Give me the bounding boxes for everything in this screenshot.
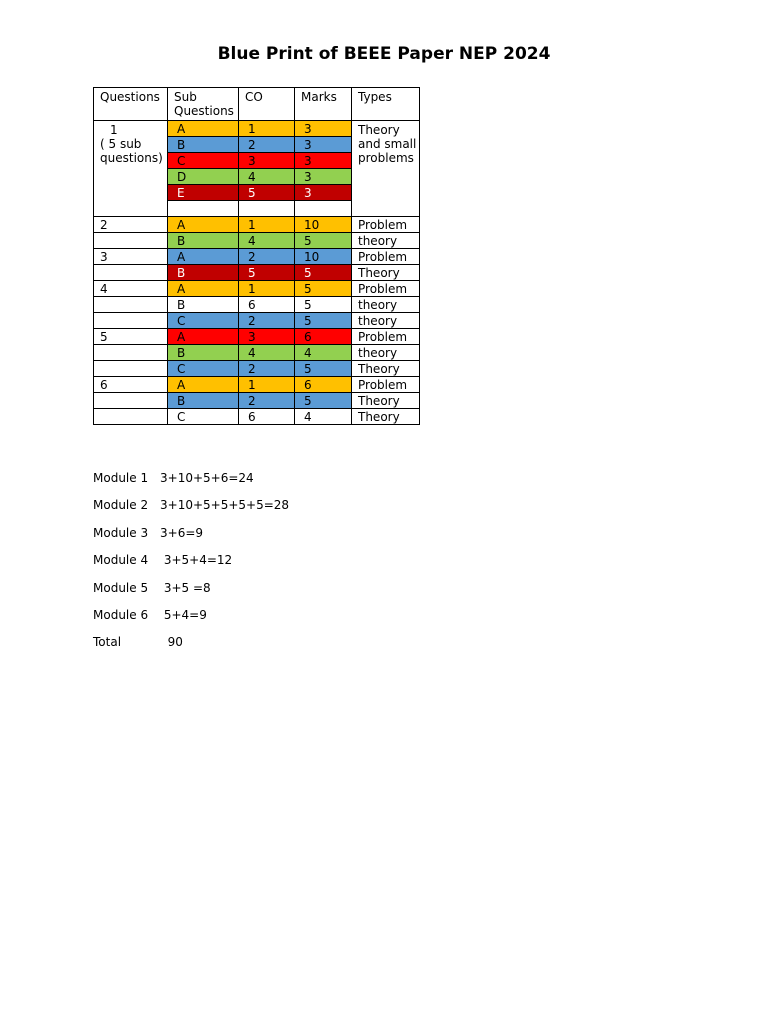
summary-row	[93, 581, 289, 608]
type-cell: Theory	[352, 265, 420, 281]
summary-label: Total	[93, 635, 122, 650]
marks-cell: 3	[295, 153, 352, 169]
co-cell: 3	[239, 329, 295, 345]
marks-cell: 3	[295, 121, 352, 137]
summary-value: 3+10+5+6=24	[160, 471, 254, 485]
co-cell: 4	[239, 345, 295, 361]
co-cell: 3	[239, 153, 295, 169]
co-cell: 1	[239, 377, 295, 393]
summary-label: Module 4	[93, 553, 149, 568]
table-body	[94, 121, 420, 425]
question-number: 1	[110, 123, 118, 137]
header-questions: Questions	[94, 88, 168, 121]
type-cell: Problem	[352, 217, 420, 233]
sub-question-cell: D	[168, 169, 239, 185]
summary-value: 90	[160, 635, 183, 650]
marks-cell: 6	[295, 377, 352, 393]
summary-label: Module 5	[93, 580, 149, 595]
sub-question-cell: C	[168, 409, 239, 425]
marks-cell: 10	[295, 217, 352, 233]
table-row	[94, 345, 420, 361]
type-cell: theory	[352, 297, 420, 313]
header-sub-questions: Sub Questions	[168, 88, 239, 121]
type-cell: Theory	[352, 361, 420, 377]
header-types: Types	[352, 88, 420, 121]
marks-cell: 5	[295, 233, 352, 249]
table-row	[94, 409, 420, 425]
type-cell: Problem	[352, 377, 420, 393]
summary-row	[93, 471, 289, 498]
types-cell: Theory and small problems	[352, 121, 420, 217]
co-cell: 5	[239, 265, 295, 281]
table-row	[94, 361, 420, 377]
sub-question-cell: E	[168, 185, 239, 201]
empty-cell	[239, 201, 295, 217]
question-number-cell: 5	[94, 329, 168, 345]
table-row	[94, 249, 420, 265]
type-cell: theory	[352, 233, 420, 249]
sub-question-cell: B	[168, 265, 239, 281]
marks-cell: 5	[295, 393, 352, 409]
co-cell: 2	[239, 313, 295, 329]
sub-question-cell: A	[168, 121, 239, 137]
question-1-cell	[94, 121, 168, 217]
question-number-cell: 4	[94, 281, 168, 297]
type-cell: Problem	[352, 329, 420, 345]
table-row	[94, 313, 420, 329]
summary-row	[93, 526, 289, 553]
sub-question-cell: B	[168, 345, 239, 361]
question-number-cell	[94, 345, 168, 361]
sub-question-cell: B	[168, 297, 239, 313]
sub-question-cell: C	[168, 153, 239, 169]
empty-cell	[168, 201, 239, 217]
summary-label: Module 3	[93, 525, 149, 540]
sub-question-cell: A	[168, 217, 239, 233]
sub-question-cell: B	[168, 233, 239, 249]
question-number-cell	[94, 233, 168, 249]
co-cell: 4	[239, 169, 295, 185]
co-cell: 1	[239, 121, 295, 137]
summary-value: 3+5+4=12	[160, 553, 233, 568]
co-cell: 1	[239, 281, 295, 297]
co-cell: 6	[239, 297, 295, 313]
co-cell: 2	[239, 249, 295, 265]
summary-value: 3+10+5+5+5+5=28	[160, 498, 290, 513]
module-summary	[93, 471, 289, 663]
co-cell: 1	[239, 217, 295, 233]
question-number-cell	[94, 265, 168, 281]
page-title: Blue Print of BEEE Paper NEP 2024	[217, 44, 551, 64]
header-co: CO	[239, 88, 295, 121]
table-row	[94, 233, 420, 249]
type-cell: theory	[352, 345, 420, 361]
table-row	[94, 377, 420, 393]
question-number-cell: 3	[94, 249, 168, 265]
type-cell: Problem	[352, 281, 420, 297]
summary-value: 3+5 =8	[160, 580, 211, 595]
marks-cell: 4	[295, 345, 352, 361]
summary-value: 3+6=9	[160, 525, 204, 540]
marks-cell: 4	[295, 409, 352, 425]
co-cell: 4	[239, 233, 295, 249]
question-number-cell	[94, 393, 168, 409]
co-cell: 2	[239, 393, 295, 409]
question-number-cell: 6	[94, 377, 168, 393]
question-number-cell	[94, 361, 168, 377]
marks-cell: 5	[295, 297, 352, 313]
type-cell: Problem	[352, 249, 420, 265]
table-row	[94, 217, 420, 233]
blueprint-table	[93, 87, 420, 425]
question-note: ( 5 sub questions)	[100, 137, 163, 165]
marks-cell: 5	[295, 361, 352, 377]
co-cell: 6	[239, 409, 295, 425]
table-row	[94, 121, 420, 137]
question-number-cell: 2	[94, 217, 168, 233]
sub-question-cell: C	[168, 313, 239, 329]
sub-question-cell: B	[168, 393, 239, 409]
marks-cell: 5	[295, 313, 352, 329]
table-row	[94, 281, 420, 297]
empty-cell	[295, 201, 352, 217]
summary-label: Module 2	[93, 498, 149, 513]
co-cell: 2	[239, 137, 295, 153]
table-row	[94, 329, 420, 345]
summary-label: Module 1	[93, 471, 149, 485]
summary-row	[93, 553, 289, 580]
type-cell: Theory	[352, 393, 420, 409]
table-row	[94, 265, 420, 281]
marks-cell: 10	[295, 249, 352, 265]
question-number-cell	[94, 409, 168, 425]
marks-cell: 3	[295, 137, 352, 153]
question-number-cell	[94, 297, 168, 313]
sub-question-cell: A	[168, 377, 239, 393]
summary-row	[93, 608, 289, 635]
marks-cell: 6	[295, 329, 352, 345]
co-cell: 2	[239, 361, 295, 377]
sub-question-cell: C	[168, 361, 239, 377]
marks-cell: 5	[295, 265, 352, 281]
marks-cell: 5	[295, 281, 352, 297]
marks-cell: 3	[295, 185, 352, 201]
table-header-row	[94, 88, 420, 121]
co-cell: 5	[239, 185, 295, 201]
sub-question-cell: A	[168, 249, 239, 265]
marks-cell: 3	[295, 169, 352, 185]
summary-value: 5+4=9	[160, 607, 207, 622]
type-cell: Theory	[352, 409, 420, 425]
header-marks: Marks	[295, 88, 352, 121]
sub-question-cell: A	[168, 281, 239, 297]
question-number-cell	[94, 313, 168, 329]
table-row	[94, 393, 420, 409]
sub-question-cell: B	[168, 137, 239, 153]
table-row	[94, 297, 420, 313]
summary-row	[93, 635, 289, 662]
summary-label: Module 6	[93, 607, 149, 622]
summary-row	[93, 498, 289, 525]
type-cell: theory	[352, 313, 420, 329]
sub-question-cell: A	[168, 329, 239, 345]
